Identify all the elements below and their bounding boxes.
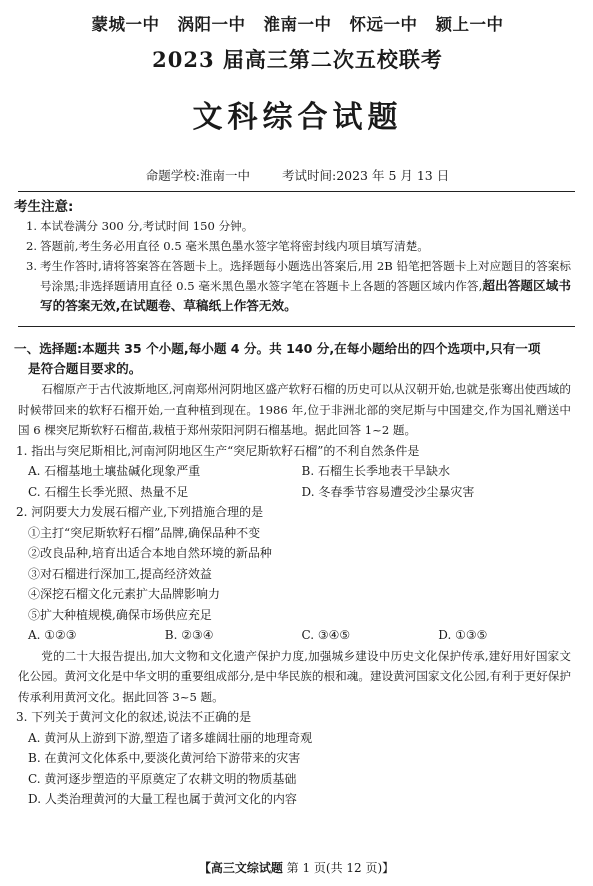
school-name: 怀远一中 bbox=[349, 15, 418, 34]
subject-title: 文科综合试题 bbox=[192, 100, 403, 135]
setter-school: 命题学校:淮南一中 bbox=[145, 168, 250, 183]
divider bbox=[18, 326, 575, 327]
notice-emphasis: 超出答题区域书写的答案无效,在试题卷、草稿纸上作答无效。 bbox=[40, 278, 572, 313]
school-name: 蒙城一中 bbox=[91, 15, 160, 34]
notice-text-wrap bbox=[40, 256, 571, 316]
footer-label: 【高三文综试题 bbox=[198, 861, 283, 875]
question-stem: 3. 下列关于黄河文化的叙述,说法不正确的是 bbox=[16, 710, 252, 724]
page-footer bbox=[0, 859, 593, 876]
question-stem: 2. 河阴要大力发展石榴产业,下列措施合理的是 bbox=[16, 505, 264, 519]
option-row bbox=[24, 461, 571, 482]
section-heading bbox=[14, 339, 571, 379]
notice-number: 1. bbox=[26, 219, 38, 233]
option-d: D. 冬春季节容易遭受沙尘暴灾害 bbox=[301, 484, 475, 499]
option-a: A. 黄河从上游到下游,塑造了诸多雄阔壮丽的地理奇观 bbox=[28, 730, 313, 745]
option-b: B. ②③④ bbox=[164, 628, 214, 642]
option-b: B. 在黄河文化体系中,要淡化黄河给下游带来的灾害 bbox=[28, 751, 301, 765]
notice-list bbox=[24, 216, 571, 316]
section-heading-cont: 是符合题目要求的。 bbox=[28, 361, 142, 376]
section-heading-text: 一、选择题:本题共 35 个小题,每小题 4 分。共 140 分,在每小题给出的四个选项中,只有一项 bbox=[14, 341, 541, 356]
exam-title: 2023 届高三第二次五校联考 bbox=[152, 47, 443, 72]
notice-heading: 考生注意: bbox=[14, 199, 74, 215]
notice-item bbox=[26, 216, 571, 236]
notice-text: 答题前,考生务必用直径 0.5 毫米黑色墨水签字笔将密封线内项目填写清楚。 bbox=[40, 239, 429, 253]
passage: 石榴原产于古代波斯地区,河南郑州河阴地区盛产软籽石榴的历史可以从汉朝开始,也就是张骞出使西域的时候带回来的软籽石榴开始,一直种植到现在。1986 年,位于非洲北部的突尼斯与中国建交,作为国礼赠送中国 6 棵突尼斯软籽石榴苗,栽植于郑州荥阳河阴石榴基地。据此回答 1~2 题。 bbox=[18, 382, 571, 437]
school-list bbox=[24, 0, 571, 38]
exam-time: 考试时间:2023 年 5 月 13 日 bbox=[281, 168, 450, 183]
notice-item bbox=[26, 256, 571, 316]
notice-number: 2. bbox=[26, 239, 38, 253]
footer-page: 第 1 页(共 12 页)】 bbox=[286, 861, 395, 875]
school-name: 颍上一中 bbox=[435, 15, 504, 34]
option-d: D. 人类治理黄河的大量工程也属于黄河文化的内容 bbox=[28, 792, 297, 806]
notice-item bbox=[26, 236, 571, 256]
option-row bbox=[24, 482, 571, 503]
passage: 党的二十大报告提出,加大文物和文化遗产保护力度,加强城乡建设中历史文化保护传承,建好用好国家文化公园。黄河文化是中华文明的重要组成部分,是中华民族的根和魂。建设黄河国家文化公园,有利于更好保护传承利用黄河文化。据此回答 3~5 题。 bbox=[18, 648, 571, 704]
option-a: A. ①②③ bbox=[28, 628, 77, 642]
option-a: A. 石榴基地土壤盐碱化现象严重 bbox=[28, 464, 201, 478]
statement-item: ⑤扩大种植规模,确保市场供应充足 bbox=[28, 607, 212, 622]
statement-item: ④深挖石榴文化元素扩大品牌影响力 bbox=[28, 587, 221, 601]
school-name: 淮南一中 bbox=[263, 15, 332, 34]
question-stem: 1. 指出与突尼斯相比,河南河阴地区生产“突尼斯软籽石榴”的不利自然条件是 bbox=[16, 443, 420, 458]
statement-item: ①主打“突尼斯软籽石榴”品牌,确保品种不变 bbox=[28, 525, 261, 540]
notice-text: 本试卷满分 300 分,考试时间 150 分钟。 bbox=[40, 219, 254, 233]
option-row bbox=[24, 625, 571, 646]
notice-text: 考生作答时,请将答案答在答题卡上。选择题每小题选出答案后,用 2B 铅笔把答题卡上对应题目的答案标号涂黑;非选择题请用直径 0.5 毫米黑色墨水签字笔在答题卡上各题的答题区域内作答, bbox=[40, 259, 571, 293]
option-c: C. 黄河逐步塑造的平原奠定了农耕文明的物质基础 bbox=[28, 771, 297, 786]
divider bbox=[18, 191, 575, 192]
option-b: B. 石榴生长季地表干旱缺水 bbox=[301, 464, 450, 478]
statement-item: ③对石榴进行深加工,提高经济效益 bbox=[28, 566, 212, 581]
option-c: C. ③④⑤ bbox=[301, 628, 351, 642]
exam-meta bbox=[24, 167, 571, 185]
statement-item: ②改良品种,培育出适合本地自然环境的新品种 bbox=[28, 546, 272, 560]
school-name: 涡阳一中 bbox=[177, 15, 246, 34]
notice-number: 3. bbox=[26, 259, 38, 273]
option-c: C. 石榴生长季光照、热量不足 bbox=[28, 484, 189, 499]
option-d: D. ①③⑤ bbox=[438, 628, 488, 642]
